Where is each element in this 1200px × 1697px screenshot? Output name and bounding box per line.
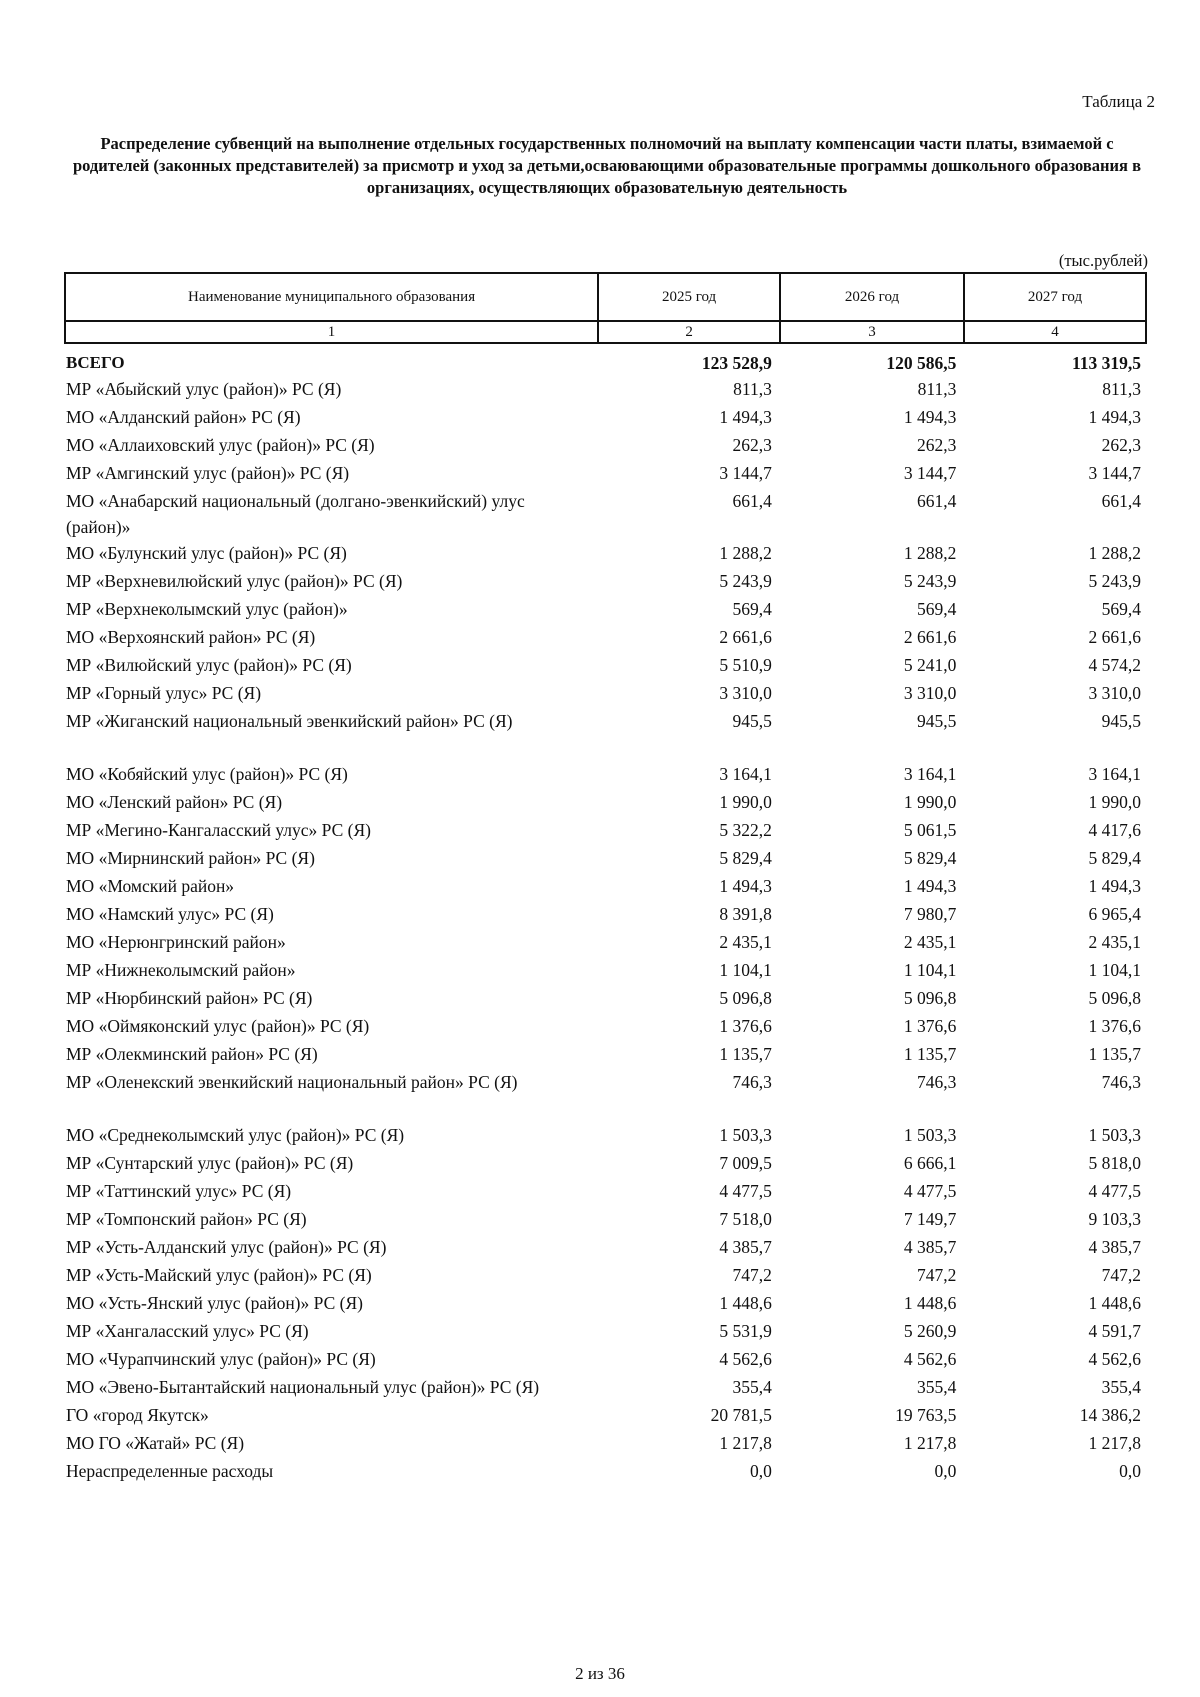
units-label: (тыс.рублей) [1058,251,1148,270]
row-value-2026: 747,2 [917,1265,957,1285]
row-value-2026: 0,0 [934,1461,957,1481]
row-value-2026: 7 149,7 [903,1209,957,1229]
row-value-2026: 661,4 [917,491,957,511]
row-name: МР «Нижнеколымский район» [66,960,296,980]
row-value-2025: 746,3 [732,1072,772,1092]
row-name: МО «Верхоянский район» РС (Я) [66,627,316,647]
row-name: ГО «город Якутск» [66,1405,209,1425]
row-name: МР «Нюрбинский район» РС (Я) [66,988,313,1008]
table-row [64,761,1147,789]
row-value-2027: 1 494,3 [1088,876,1141,896]
row-name: МО «Ленский район» РС (Я) [66,792,283,812]
table-row [64,985,1147,1013]
table-row [64,1318,1147,1346]
row-name: МР «Вилюйский улус (район)» РС (Я) [66,655,352,675]
row-value-2025: 5 322,2 [719,820,772,840]
page-number: 2 из 36 [575,1664,625,1683]
row-value-2026: 3 310,0 [903,683,957,703]
row-value-2027: 2 435,1 [1088,932,1141,952]
row-value-2025: 811,3 [733,379,772,399]
row-value-2027: 9 103,3 [1088,1209,1141,1229]
table-row [64,652,1147,680]
row-value-2026: 355,4 [917,1377,957,1397]
row-value-2026: 5 243,9 [903,571,957,591]
total-2027: 113 319,5 [1071,353,1141,373]
row-value-2026: 6 666,1 [903,1153,957,1173]
table-row [64,376,1147,404]
row-value-2027: 661,4 [1101,491,1141,511]
row-value-2025: 3 310,0 [719,683,772,703]
row-name: МО «Кобяйский улус (район)» РС (Я) [66,764,348,784]
row-value-2025: 262,3 [732,435,772,455]
row-value-2027: 5 096,8 [1088,988,1141,1008]
row-name: МО «Булунский улус (район)» РС (Я) [66,543,347,563]
row-name: МО «Мирнинский район» РС (Я) [66,848,315,868]
header-num-4: 4 [964,321,1146,343]
row-value-2025: 1 494,3 [719,876,772,896]
row-value-2025: 1 503,3 [719,1125,772,1145]
table-row [64,1178,1147,1206]
row-value-2025: 661,4 [732,491,772,511]
row-name: МР «Хангаласский улус» РС (Я) [66,1321,309,1341]
table-row [64,901,1147,929]
row-value-2026: 1 448,6 [903,1293,957,1313]
header-row [65,273,1146,321]
table-row [64,708,1147,761]
row-name: МО ГО «Жатай» РС (Я) [66,1433,245,1453]
row-name: МО «Анабарский национальный (долгано-эвенкийский) улус (район)» [66,491,525,537]
table-row [64,624,1147,652]
row-value-2025: 5 243,9 [719,571,772,591]
table-row [64,1069,1147,1122]
row-name: МР «Томпонский район» РС (Я) [66,1209,307,1229]
row-value-2026: 4 562,6 [903,1349,957,1369]
row-value-2025: 5 096,8 [719,988,772,1008]
row-value-2027: 4 385,7 [1088,1237,1141,1257]
row-value-2025: 747,2 [732,1265,772,1285]
row-value-2027: 1 288,2 [1088,543,1141,563]
row-value-2026: 5 260,9 [903,1321,957,1341]
table-row [64,1013,1147,1041]
table-row [64,957,1147,985]
table-row [64,1374,1147,1402]
row-value-2027: 569,4 [1101,599,1141,619]
table-row [64,460,1147,488]
row-value-2027: 0,0 [1119,1461,1141,1481]
table-row [64,1402,1147,1430]
table-row [64,1262,1147,1290]
row-name: МР «Жиганский национальный эвенкийский район» РС (Я) [66,711,513,731]
row-name: МР «Верхневилюйский улус (район)» РС (Я) [66,571,403,591]
row-name: МР «Олекминский район» РС (Я) [66,1044,318,1064]
row-name: МР «Амгинский улус (район)» РС (Я) [66,463,350,483]
row-value-2025: 1 104,1 [719,960,772,980]
table-label: Таблица 2 [1082,92,1155,111]
row-value-2025: 1 217,8 [719,1433,772,1453]
row-value-2026: 569,4 [917,599,957,619]
table-row [64,1290,1147,1318]
row-value-2025: 2 435,1 [719,932,772,952]
row-name: МО «Усть-Янский улус (район)» РС (Я) [66,1293,363,1313]
total-2025: 123 528,9 [701,353,772,373]
table-row [64,1041,1147,1069]
table-row [64,1150,1147,1178]
row-value-2027: 3 310,0 [1088,683,1141,703]
row-value-2026: 1 135,7 [903,1044,957,1064]
row-value-2027: 747,2 [1101,1265,1141,1285]
header-2027: 2027 год [964,273,1146,321]
total-2026: 120 586,5 [886,353,957,373]
header-2026: 2026 год [780,273,964,321]
row-name: МО «Эвено-Бытантайский национальный улус (район)» РС (Я) [66,1377,540,1397]
row-name: МР «Абыйский улус (район)» РС (Я) [66,379,342,399]
row-value-2025: 8 391,8 [719,904,772,924]
header-number-row [65,321,1146,343]
row-value-2027: 3 164,1 [1088,764,1141,784]
row-value-2027: 1 990,0 [1088,792,1141,812]
row-name: Нераспределенные расходы [66,1461,274,1481]
row-value-2027: 4 574,2 [1088,655,1141,675]
row-value-2026: 4 385,7 [903,1237,957,1257]
row-value-2026: 1 217,8 [903,1433,957,1453]
row-value-2025: 1 494,3 [719,407,772,427]
row-value-2026: 4 477,5 [903,1181,957,1201]
table-header [64,272,1147,344]
row-value-2025: 1 135,7 [719,1044,772,1064]
row-value-2026: 3 144,7 [903,463,957,483]
row-value-2027: 1 135,7 [1088,1044,1141,1064]
row-value-2025: 7 009,5 [719,1153,772,1173]
row-value-2027: 1 217,8 [1088,1433,1141,1453]
row-value-2027: 4 477,5 [1088,1181,1141,1201]
row-value-2026: 5 829,4 [903,848,957,868]
row-name: МР «Сунтарский улус (район)» РС (Я) [66,1153,354,1173]
row-name: МО «Намский улус» РС (Я) [66,904,274,924]
document-title: Распределение субвенций на выполнение отдельных государственных полномочий на выплату компенсации части платы, взимаемой с родителей (законных представителей) за присмотр и уход за детьми,осваювающими образовательные программы дошкольного образования в организациях, осуществляющих образовательную деятельность [72,134,1142,197]
row-value-2025: 7 518,0 [719,1209,772,1229]
row-name: МО «Момский район» [66,876,235,896]
row-value-2026: 945,5 [917,711,957,731]
table-row [64,596,1147,624]
row-value-2025: 5 531,9 [719,1321,772,1341]
table-row [64,404,1147,432]
row-value-2027: 1 494,3 [1088,407,1141,427]
row-value-2025: 1 448,6 [719,1293,772,1313]
table-row [64,873,1147,901]
header-num-2: 2 [598,321,780,343]
table-row [64,1122,1147,1150]
row-value-2025: 3 144,7 [719,463,772,483]
table-row [64,929,1147,957]
row-value-2027: 1 104,1 [1088,960,1141,980]
row-value-2027: 2 661,6 [1088,627,1141,647]
row-value-2027: 14 386,2 [1079,1405,1141,1425]
row-value-2025: 1 288,2 [719,543,772,563]
row-value-2026: 5 096,8 [903,988,957,1008]
row-value-2027: 3 144,7 [1088,463,1141,483]
table-row [64,488,1147,540]
row-value-2025: 4 385,7 [719,1237,772,1257]
row-value-2027: 1 503,3 [1088,1125,1141,1145]
row-name: МО «Аллаиховский улус (район)» РС (Я) [66,435,375,455]
row-name: МО «Нерюнгринский район» [66,932,286,952]
table-row [64,1346,1147,1374]
row-name: МР «Горный улус» РС (Я) [66,683,262,703]
row-name: МР «Усть-Майский улус (район)» РС (Я) [66,1265,372,1285]
row-value-2025: 945,5 [732,711,772,731]
header-num-3: 3 [780,321,964,343]
total-row [64,351,1147,376]
row-value-2025: 3 164,1 [719,764,772,784]
row-name: МР «Оленекский эвенкийский национальный район» РС (Я) [66,1072,518,1092]
row-value-2026: 3 164,1 [903,764,957,784]
table-row [64,540,1147,568]
row-value-2027: 4 417,6 [1088,820,1141,840]
row-value-2025: 0,0 [749,1461,772,1481]
row-value-2027: 945,5 [1101,711,1141,731]
row-name: МР «Верхнеколымский улус (район)» [66,599,348,619]
row-value-2027: 811,3 [1102,379,1141,399]
row-value-2025: 569,4 [732,599,772,619]
row-name: МО «Среднеколымский улус (район)» РС (Я) [66,1125,405,1145]
row-value-2025: 4 477,5 [719,1181,772,1201]
row-value-2026: 1 376,6 [903,1016,957,1036]
row-value-2026: 5 241,0 [903,655,957,675]
row-value-2027: 6 965,4 [1088,904,1141,924]
row-value-2026: 1 104,1 [903,960,957,980]
row-value-2026: 746,3 [917,1072,957,1092]
row-value-2027: 1 376,6 [1088,1016,1141,1036]
row-value-2025: 5 510,9 [719,655,772,675]
row-value-2026: 2 435,1 [903,932,957,952]
row-name: МР «Мегино-Кангаласский улус» РС (Я) [66,820,371,840]
row-value-2026: 5 061,5 [903,820,957,840]
row-name: МР «Таттинский улус» РС (Я) [66,1181,292,1201]
row-value-2026: 2 661,6 [903,627,957,647]
row-name: МО «Чурапчинский улус (район)» РС (Я) [66,1349,376,1369]
table-row [64,680,1147,708]
header-2025: 2025 год [598,273,780,321]
row-value-2027: 5 243,9 [1088,571,1141,591]
row-value-2026: 1 494,3 [903,407,957,427]
header-name: Наименование муниципального образования [65,273,598,321]
table-row [64,568,1147,596]
table-row [64,1430,1147,1458]
row-value-2027: 5 818,0 [1088,1153,1141,1173]
row-value-2027: 262,3 [1101,435,1141,455]
row-value-2026: 811,3 [917,379,957,399]
header-num-1: 1 [65,321,598,343]
row-value-2025: 355,4 [732,1377,772,1397]
row-value-2027: 746,3 [1101,1072,1141,1092]
row-value-2026: 1 503,3 [903,1125,957,1145]
table-row [64,789,1147,817]
row-value-2025: 1 376,6 [719,1016,772,1036]
row-value-2025: 2 661,6 [719,627,772,647]
row-value-2027: 4 591,7 [1088,1321,1141,1341]
row-name: МР «Усть-Алданский улус (район)» РС (Я) [66,1237,387,1257]
row-value-2027: 1 448,6 [1088,1293,1141,1313]
row-value-2026: 1 288,2 [903,543,957,563]
row-value-2025: 4 562,6 [719,1349,772,1369]
data-table [64,351,1147,1486]
table-row [64,1458,1147,1486]
row-value-2025: 5 829,4 [719,848,772,868]
table-row [64,432,1147,460]
row-value-2026: 7 980,7 [903,904,957,924]
table-row [64,1234,1147,1262]
row-value-2027: 355,4 [1101,1377,1141,1397]
table-row [64,817,1147,845]
total-name: ВСЕГО [66,353,125,372]
row-value-2026: 262,3 [917,435,957,455]
row-name: МО «Оймяконский улус (район)» РС (Я) [66,1016,370,1036]
row-value-2026: 1 990,0 [903,792,957,812]
row-value-2027: 5 829,4 [1088,848,1141,868]
row-value-2026: 1 494,3 [903,876,957,896]
row-value-2025: 1 990,0 [719,792,772,812]
table-row [64,1206,1147,1234]
table-row [64,845,1147,873]
row-value-2026: 19 763,5 [895,1405,957,1425]
row-name: МО «Алданский район» РС (Я) [66,407,301,427]
row-value-2027: 4 562,6 [1088,1349,1141,1369]
row-value-2025: 20 781,5 [710,1405,772,1425]
